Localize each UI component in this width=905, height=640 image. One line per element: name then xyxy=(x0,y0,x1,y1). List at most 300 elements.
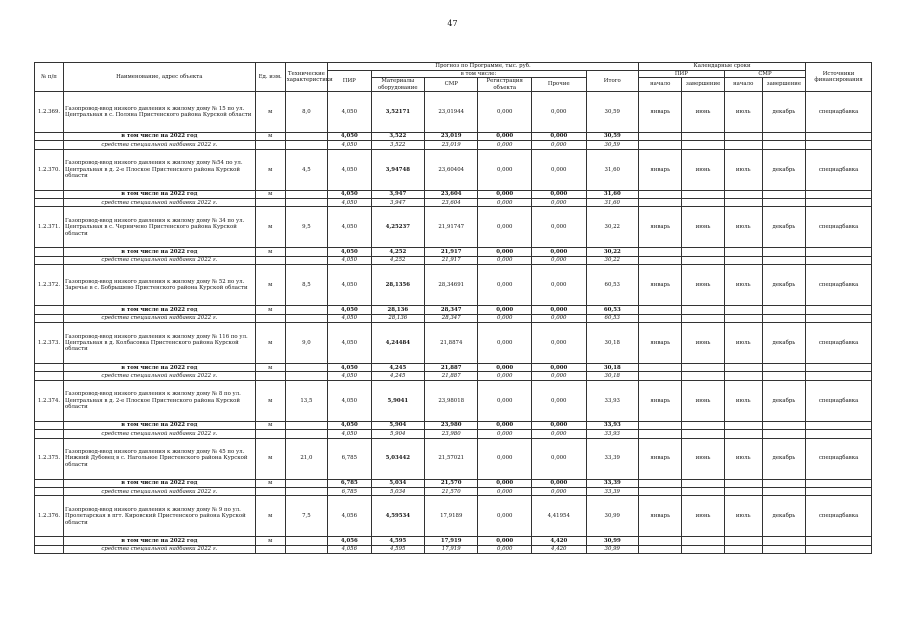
smr-end-cell: декабрь xyxy=(762,149,806,190)
row-number: 1.2.369. xyxy=(35,91,64,132)
subtotal-unit: м xyxy=(255,190,285,198)
empty-cell xyxy=(285,132,327,140)
special-funds-value: 28,347 xyxy=(425,314,478,322)
subtotal-value: 0,000 xyxy=(531,306,586,314)
empty-cell xyxy=(638,537,681,545)
table-row xyxy=(35,265,872,306)
smr-start-cell: июль xyxy=(724,207,762,248)
special-funds-value: 23,019 xyxy=(425,141,478,149)
special-funds-label: средства специальной надбавки 2022 г. xyxy=(63,314,255,322)
empty-cell xyxy=(285,372,327,380)
table-row xyxy=(35,496,872,537)
row-number: 1.2.372. xyxy=(35,265,64,306)
empty-cell xyxy=(762,132,806,140)
special-funds-value: 23,604 xyxy=(425,199,478,207)
empty-cell xyxy=(762,364,806,372)
empty-cell xyxy=(285,190,327,198)
special-funds-value: 30,18 xyxy=(586,372,638,380)
subtotal-label: в том числе на 2022 год xyxy=(63,364,255,372)
smr-end-cell: декабрь xyxy=(762,380,806,421)
subtotal-value: 4,245 xyxy=(371,364,424,372)
registration-cell: 0,000 xyxy=(478,380,531,421)
header-num: № п/п xyxy=(35,63,64,92)
empty-cell xyxy=(35,306,64,314)
header-incl: в том числе: xyxy=(371,71,586,78)
pir-start-cell: январь xyxy=(638,496,681,537)
pir-start-cell: январь xyxy=(638,149,681,190)
empty-cell xyxy=(255,256,285,264)
smr-cell: 23,01944 xyxy=(425,91,478,132)
total-cell: 60,53 xyxy=(586,265,638,306)
empty-cell xyxy=(638,430,681,438)
subtotal-value: 4,056 xyxy=(328,537,371,545)
empty-cell xyxy=(724,314,762,322)
empty-cell xyxy=(255,545,285,553)
empty-cell xyxy=(724,487,762,495)
table-row xyxy=(35,306,872,314)
empty-cell xyxy=(682,479,724,487)
subtotal-unit: м xyxy=(255,421,285,429)
header-source: Источники финансирования xyxy=(806,63,872,92)
total-cell: 31,60 xyxy=(586,149,638,190)
special-funds-value: 0,000 xyxy=(531,372,586,380)
empty-cell xyxy=(255,314,285,322)
materials-cell: 3,94748 xyxy=(371,149,424,190)
subtotal-value: 0,000 xyxy=(531,248,586,256)
subtotal-value: 28,136 xyxy=(371,306,424,314)
empty-cell xyxy=(682,487,724,495)
subtotal-label: в том числе на 2022 год xyxy=(63,190,255,198)
object-name: Газопровод-ввод низкого давления к жилому дому № 116 по ул. Центральная в д. Колбасовка Пристенского района Курской области xyxy=(63,323,255,364)
subtotal-value: 0,000 xyxy=(478,364,531,372)
subtotal-value: 33,93 xyxy=(586,421,638,429)
empty-cell xyxy=(724,364,762,372)
special-funds-label: средства специальной надбавки 2022 г. xyxy=(63,256,255,264)
smr-start-cell: июль xyxy=(724,149,762,190)
table-body xyxy=(35,91,872,553)
object-name: Газопровод-ввод низкого давления к жилому дому № 8 по ул. Центральная в д. 2-е Плоское Пристенского района Курской области xyxy=(63,380,255,421)
special-funds-value: 4,050 xyxy=(328,199,371,207)
table-row xyxy=(35,372,872,380)
table-row xyxy=(35,537,872,545)
header-cal-smr: СМР xyxy=(724,71,805,78)
other-cell: 0,000 xyxy=(531,149,586,190)
registration-cell: 0,000 xyxy=(478,265,531,306)
special-funds-value: 0,000 xyxy=(478,314,531,322)
subtotal-value: 0,000 xyxy=(478,479,531,487)
table-row xyxy=(35,364,872,372)
empty-cell xyxy=(638,199,681,207)
other-cell: 0,000 xyxy=(531,207,586,248)
special-funds-value: 21,570 xyxy=(425,487,478,495)
smr-end-cell: декабрь xyxy=(762,91,806,132)
unit-cell: м xyxy=(255,496,285,537)
empty-cell xyxy=(682,132,724,140)
special-funds-value: 4,252 xyxy=(371,256,424,264)
empty-cell xyxy=(762,190,806,198)
pir-start-cell: январь xyxy=(638,323,681,364)
pir-start-cell: январь xyxy=(638,438,681,479)
materials-cell: 5,03442 xyxy=(371,438,424,479)
empty-cell xyxy=(806,306,872,314)
header-other: Прочие xyxy=(531,78,586,92)
subtotal-value: 0,000 xyxy=(478,248,531,256)
row-number: 1.2.370. xyxy=(35,149,64,190)
subtotal-unit: м xyxy=(255,479,285,487)
empty-cell xyxy=(682,256,724,264)
pir-start-cell: январь xyxy=(638,207,681,248)
registration-cell: 0,000 xyxy=(478,438,531,479)
total-cell: 33,39 xyxy=(586,438,638,479)
empty-cell xyxy=(682,306,724,314)
empty-cell xyxy=(638,545,681,553)
pir-cell: 4,050 xyxy=(328,380,371,421)
subtotal-value: 0,000 xyxy=(478,537,531,545)
empty-cell xyxy=(285,545,327,553)
empty-cell xyxy=(35,479,64,487)
empty-cell xyxy=(806,430,872,438)
table-row xyxy=(35,132,872,140)
total-cell: 30,18 xyxy=(586,323,638,364)
total-cell: 30,22 xyxy=(586,207,638,248)
subtotal-label: в том числе на 2022 год xyxy=(63,537,255,545)
unit-cell: м xyxy=(255,323,285,364)
empty-cell xyxy=(255,487,285,495)
empty-cell xyxy=(806,487,872,495)
object-name: Газопровод-ввод низкого давления к жилому дому № 15 по ул. Центральная в с. Поляна Пристенского района Курской области xyxy=(63,91,255,132)
smr-start-cell: июль xyxy=(724,496,762,537)
empty-cell xyxy=(724,372,762,380)
unit-cell: м xyxy=(255,207,285,248)
header-cal-end: завершение xyxy=(682,78,724,92)
empty-cell xyxy=(285,141,327,149)
empty-cell xyxy=(724,306,762,314)
subtotal-value: 30,18 xyxy=(586,364,638,372)
smr-cell: 21,8874 xyxy=(425,323,478,364)
empty-cell xyxy=(806,421,872,429)
smr-cell: 17,9189 xyxy=(425,496,478,537)
empty-cell xyxy=(806,256,872,264)
empty-cell xyxy=(724,430,762,438)
row-number: 1.2.373. xyxy=(35,323,64,364)
empty-cell xyxy=(724,199,762,207)
subtotal-value: 4,252 xyxy=(371,248,424,256)
subtotal-label: в том числе на 2022 год xyxy=(63,479,255,487)
subtotal-value: 3,522 xyxy=(371,132,424,140)
empty-cell xyxy=(638,364,681,372)
empty-cell xyxy=(638,487,681,495)
special-funds-value: 0,000 xyxy=(478,199,531,207)
empty-cell xyxy=(682,190,724,198)
empty-cell xyxy=(35,421,64,429)
table-row xyxy=(35,545,872,553)
special-funds-value: 0,000 xyxy=(531,314,586,322)
empty-cell xyxy=(762,256,806,264)
special-funds-value: 4,245 xyxy=(371,372,424,380)
source-cell: спецнадбавка xyxy=(806,149,872,190)
empty-cell xyxy=(762,545,806,553)
source-cell: спецнадбавка xyxy=(806,207,872,248)
special-funds-value: 30,22 xyxy=(586,256,638,264)
unit-cell: м xyxy=(255,380,285,421)
empty-cell xyxy=(762,306,806,314)
header-total: Итого xyxy=(586,71,638,92)
source-cell: спецнадбавка xyxy=(806,438,872,479)
other-cell: 4,41954 xyxy=(531,496,586,537)
unit-cell: м xyxy=(255,265,285,306)
empty-cell xyxy=(35,430,64,438)
table-row xyxy=(35,190,872,198)
subtotal-value: 4,420 xyxy=(531,537,586,545)
special-funds-value: 4,595 xyxy=(371,545,424,553)
empty-cell xyxy=(638,141,681,149)
special-funds-value: 33,93 xyxy=(586,430,638,438)
materials-cell: 28,1356 xyxy=(371,265,424,306)
other-cell: 0,000 xyxy=(531,438,586,479)
smr-end-cell: декабрь xyxy=(762,438,806,479)
empty-cell xyxy=(682,421,724,429)
empty-cell xyxy=(255,141,285,149)
tech-cell: 4,5 xyxy=(285,149,327,190)
subtotal-value: 31,60 xyxy=(586,190,638,198)
empty-cell xyxy=(255,430,285,438)
empty-cell xyxy=(682,364,724,372)
pir-cell: 4,050 xyxy=(328,323,371,364)
empty-cell xyxy=(35,248,64,256)
header-calendar: Календарные сроки xyxy=(638,63,805,71)
row-number: 1.2.374. xyxy=(35,380,64,421)
empty-cell xyxy=(285,314,327,322)
empty-cell xyxy=(762,487,806,495)
empty-cell xyxy=(285,479,327,487)
header-cal-start: начало xyxy=(638,78,681,92)
registration-cell: 0,000 xyxy=(478,207,531,248)
subtotal-unit: м xyxy=(255,248,285,256)
special-funds-value: 0,000 xyxy=(478,487,531,495)
tech-cell: 9,5 xyxy=(285,207,327,248)
pir-cell: 4,050 xyxy=(328,207,371,248)
pir-end-cell: июнь xyxy=(682,380,724,421)
special-funds-value: 21,917 xyxy=(425,256,478,264)
object-name: Газопровод-ввод низкого давления к жилому дому № 45 по ул. Нижний Дубовец в с. Нагольное Пристенского района Курской области xyxy=(63,438,255,479)
total-cell: 30,59 xyxy=(586,91,638,132)
subtotal-label: в том числе на 2022 год xyxy=(63,248,255,256)
total-cell: 30,99 xyxy=(586,496,638,537)
smr-end-cell: декабрь xyxy=(762,496,806,537)
smr-cell: 23,60404 xyxy=(425,149,478,190)
special-funds-value: 60,53 xyxy=(586,314,638,322)
special-funds-value: 0,000 xyxy=(478,141,531,149)
object-name: Газопровод-ввод низкого давления к жилому дому №54 по ул. Центральная в д. 2-е Плоское Пристенского района Курской области xyxy=(63,149,255,190)
smr-end-cell: декабрь xyxy=(762,207,806,248)
empty-cell xyxy=(638,421,681,429)
row-number: 1.2.371. xyxy=(35,207,64,248)
subtotal-value: 30,59 xyxy=(586,132,638,140)
smr-start-cell: июль xyxy=(724,323,762,364)
empty-cell xyxy=(762,314,806,322)
subtotal-value: 0,000 xyxy=(531,364,586,372)
registration-cell: 0,000 xyxy=(478,149,531,190)
empty-cell xyxy=(724,141,762,149)
empty-cell xyxy=(724,545,762,553)
materials-cell: 4,24484 xyxy=(371,323,424,364)
table-row xyxy=(35,149,872,190)
table-row xyxy=(35,487,872,495)
empty-cell xyxy=(682,430,724,438)
source-cell: спецнадбавка xyxy=(806,265,872,306)
empty-cell xyxy=(638,190,681,198)
empty-cell xyxy=(285,537,327,545)
empty-cell xyxy=(806,479,872,487)
empty-cell xyxy=(35,487,64,495)
subtotal-value: 23,019 xyxy=(425,132,478,140)
tech-cell: 13,5 xyxy=(285,380,327,421)
other-cell: 0,000 xyxy=(531,323,586,364)
empty-cell xyxy=(724,421,762,429)
pir-start-cell: январь xyxy=(638,380,681,421)
empty-cell xyxy=(682,314,724,322)
special-funds-value: 4,050 xyxy=(328,430,371,438)
header-tech: Технические характеристики xyxy=(285,63,327,92)
header-cal-pir: ПИР xyxy=(638,71,724,78)
pir-start-cell: январь xyxy=(638,91,681,132)
other-cell: 0,000 xyxy=(531,380,586,421)
table-row xyxy=(35,256,872,264)
object-name: Газопровод-ввод низкого давления к жилому дому № 34 по ул. Центральная в с. Черничено Пристенского района Курской области xyxy=(63,207,255,248)
table-row xyxy=(35,380,872,421)
subtotal-value: 60,53 xyxy=(586,306,638,314)
special-funds-value: 30,99 xyxy=(586,545,638,553)
special-funds-value: 0,000 xyxy=(478,430,531,438)
pir-end-cell: июнь xyxy=(682,265,724,306)
special-funds-value: 4,420 xyxy=(531,545,586,553)
special-funds-value: 23,980 xyxy=(425,430,478,438)
pir-cell: 4,050 xyxy=(328,265,371,306)
subtotal-value: 0,000 xyxy=(531,190,586,198)
smr-cell: 21,57021 xyxy=(425,438,478,479)
smr-cell: 23,98018 xyxy=(425,380,478,421)
header-funding: Прогноз по Программе, тыс. руб. xyxy=(328,63,639,71)
subtotal-value: 4,050 xyxy=(328,190,371,198)
subtotal-value: 0,000 xyxy=(531,479,586,487)
empty-cell xyxy=(638,306,681,314)
subtotal-label: в том числе на 2022 год xyxy=(63,421,255,429)
special-funds-value: 0,000 xyxy=(478,545,531,553)
empty-cell xyxy=(682,248,724,256)
subtotal-label: в том числе на 2022 год xyxy=(63,306,255,314)
subtotal-value: 4,595 xyxy=(371,537,424,545)
special-funds-value: 0,000 xyxy=(478,256,531,264)
empty-cell xyxy=(682,199,724,207)
tech-cell: 21,0 xyxy=(285,438,327,479)
special-funds-value: 0,000 xyxy=(531,430,586,438)
smr-cell: 28,34691 xyxy=(425,265,478,306)
empty-cell xyxy=(285,430,327,438)
page-number: 47 xyxy=(447,19,458,28)
tech-cell: 7,5 xyxy=(285,496,327,537)
subtotal-value: 28,347 xyxy=(425,306,478,314)
materials-cell: 5,9041 xyxy=(371,380,424,421)
pir-end-cell: июнь xyxy=(682,323,724,364)
special-funds-value: 28,136 xyxy=(371,314,424,322)
empty-cell xyxy=(285,487,327,495)
header-pir: ПИР xyxy=(328,71,371,92)
subtotal-value: 0,000 xyxy=(478,306,531,314)
subtotal-value: 33,39 xyxy=(586,479,638,487)
table-row xyxy=(35,438,872,479)
unit-cell: м xyxy=(255,438,285,479)
special-funds-value: 5,034 xyxy=(371,487,424,495)
tech-cell: 8,5 xyxy=(285,265,327,306)
unit-cell: м xyxy=(255,91,285,132)
table-row xyxy=(35,199,872,207)
smr-end-cell: декабрь xyxy=(762,323,806,364)
other-cell: 0,000 xyxy=(531,91,586,132)
subtotal-value: 4,050 xyxy=(328,132,371,140)
empty-cell xyxy=(762,248,806,256)
table-row xyxy=(35,141,872,149)
pir-cell: 4,056 xyxy=(328,496,371,537)
special-funds-label: средства специальной надбавки 2022 г. xyxy=(63,487,255,495)
row-number: 1.2.375. xyxy=(35,438,64,479)
subtotal-value: 21,917 xyxy=(425,248,478,256)
empty-cell xyxy=(35,199,64,207)
empty-cell xyxy=(638,372,681,380)
empty-cell xyxy=(285,421,327,429)
special-funds-label: средства специальной надбавки 2022 г. xyxy=(63,430,255,438)
subtotal-value: 0,000 xyxy=(478,190,531,198)
special-funds-value: 0,000 xyxy=(531,199,586,207)
table-row xyxy=(35,323,872,364)
subtotal-value: 0,000 xyxy=(531,132,586,140)
special-funds-label: средства специальной надбавки 2022 г. xyxy=(63,141,255,149)
table-row xyxy=(35,248,872,256)
special-funds-value: 5,904 xyxy=(371,430,424,438)
source-cell: спецнадбавка xyxy=(806,323,872,364)
row-number: 1.2.376. xyxy=(35,496,64,537)
empty-cell xyxy=(35,256,64,264)
subtotal-unit: м xyxy=(255,364,285,372)
registration-cell: 0,000 xyxy=(478,323,531,364)
subtotal-value: 0,000 xyxy=(531,421,586,429)
smr-end-cell: декабрь xyxy=(762,265,806,306)
empty-cell xyxy=(285,248,327,256)
special-funds-value: 0,000 xyxy=(531,487,586,495)
empty-cell xyxy=(35,364,64,372)
subtotal-value: 23,980 xyxy=(425,421,478,429)
pir-end-cell: июнь xyxy=(682,207,724,248)
empty-cell xyxy=(806,545,872,553)
empty-cell xyxy=(35,545,64,553)
empty-cell xyxy=(806,314,872,322)
total-cell: 33,93 xyxy=(586,380,638,421)
table-row xyxy=(35,314,872,322)
subtotal-value: 5,904 xyxy=(371,421,424,429)
empty-cell xyxy=(724,256,762,264)
subtotal-value: 0,000 xyxy=(478,421,531,429)
subtotal-value: 21,570 xyxy=(425,479,478,487)
special-funds-value: 4,050 xyxy=(328,314,371,322)
empty-cell xyxy=(682,372,724,380)
header-cal-start2: начало xyxy=(724,78,762,92)
empty-cell xyxy=(806,248,872,256)
empty-cell xyxy=(638,314,681,322)
smr-cell: 21,91747 xyxy=(425,207,478,248)
table-row xyxy=(35,91,872,132)
empty-cell xyxy=(35,132,64,140)
empty-cell xyxy=(682,537,724,545)
table-row xyxy=(35,421,872,429)
